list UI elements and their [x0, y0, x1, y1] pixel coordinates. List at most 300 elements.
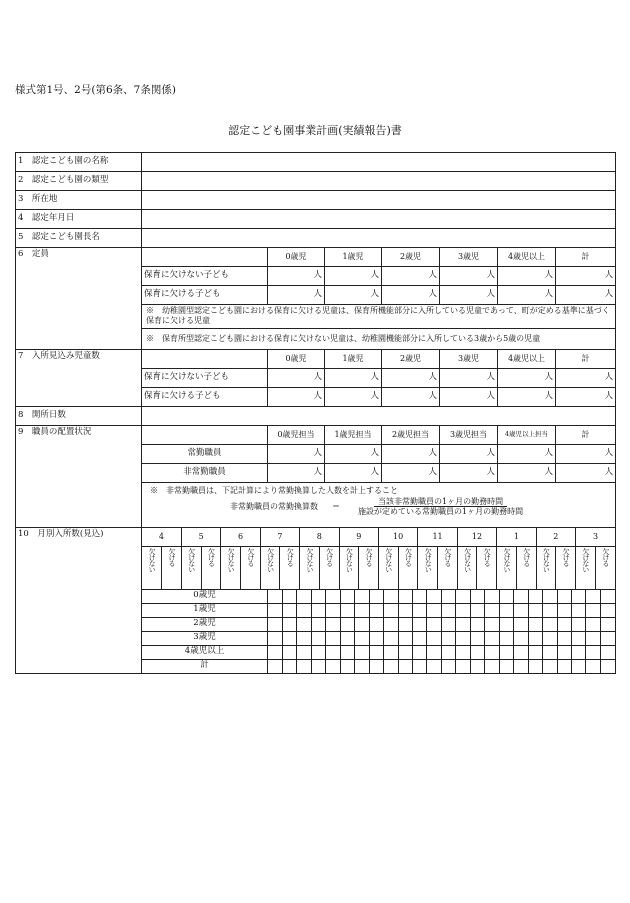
monthly-cell[interactable] [413, 632, 427, 645]
monthly-row-label: 計 [142, 659, 268, 673]
opening-days-label: 8 開所日数 [16, 406, 142, 425]
staff-cell[interactable]: 人 [440, 444, 498, 463]
monthly-grid [142, 528, 615, 589]
enrollment-cell[interactable]: 人 [382, 387, 440, 406]
monthly-cell[interactable] [340, 632, 354, 645]
monthly-cell[interactable] [384, 632, 398, 645]
address-field[interactable] [142, 191, 616, 210]
monthly-cell[interactable] [369, 632, 383, 645]
month-sub-label: 欠けない [384, 547, 393, 572]
monthly-cell[interactable] [398, 590, 412, 603]
staff-cell[interactable]: 人 [556, 463, 616, 482]
opening-days-field[interactable] [142, 406, 616, 425]
month-header: 10 [378, 528, 417, 547]
month-header: 3 [575, 528, 615, 547]
monthly-cell[interactable] [369, 646, 383, 659]
monthly-cell[interactable] [282, 660, 296, 673]
monthly-cell[interactable] [485, 618, 499, 631]
monthly-cell[interactable] [514, 632, 528, 645]
capacity-cell[interactable]: 人 [325, 267, 382, 286]
month-header: 9 [339, 528, 378, 547]
monthly-cell[interactable] [557, 618, 571, 631]
monthly-cell[interactable] [311, 590, 325, 603]
monthly-cell[interactable] [441, 590, 455, 603]
capacity-col-3: 3歳児 [440, 248, 498, 267]
monthly-cell[interactable] [572, 660, 586, 673]
capacity-cell[interactable]: 人 [440, 267, 498, 286]
capacity-header-blank [142, 248, 268, 267]
month-sub-header [536, 546, 556, 589]
fte-formula [146, 497, 611, 516]
monthly-cell[interactable] [369, 590, 383, 603]
monthly-cell[interactable] [282, 604, 296, 617]
enrollment-cell[interactable]: 人 [268, 368, 325, 387]
director-name-label: 5 認定こども園長名 [16, 229, 142, 248]
enrollment-cell[interactable]: 人 [440, 387, 498, 406]
monthly-cell[interactable] [499, 660, 513, 673]
monthly-cell[interactable] [528, 660, 542, 673]
month-sub-header [556, 546, 576, 589]
document-title: 認定こども園事業計画(実績報告)書 [228, 124, 402, 137]
monthly-cell[interactable] [384, 646, 398, 659]
capacity-col-1: 1歳児 [325, 248, 382, 267]
monthly-cell[interactable] [369, 660, 383, 673]
monthly-cell[interactable] [427, 632, 441, 645]
monthly-cell[interactable] [499, 604, 513, 617]
monthly-cell[interactable] [268, 590, 282, 603]
capacity-cell[interactable]: 人 [440, 286, 498, 305]
month-header: 7 [260, 528, 299, 547]
enrollment-cell[interactable]: 人 [498, 368, 556, 387]
month-header: 1 [497, 528, 536, 547]
monthly-cell[interactable] [311, 660, 325, 673]
enrollment-cell[interactable]: 人 [325, 368, 382, 387]
facility-type-field[interactable] [142, 172, 616, 191]
monthly-cell[interactable] [528, 590, 542, 603]
capacity-cell[interactable]: 人 [382, 267, 440, 286]
staff-cell[interactable]: 人 [268, 463, 325, 482]
month-sub-label: 欠けない [542, 547, 551, 572]
enrollment-cell[interactable]: 人 [268, 387, 325, 406]
monthly-cell[interactable] [398, 618, 412, 631]
month-sub-header [241, 546, 261, 589]
capacity-cell[interactable]: 人 [556, 286, 616, 305]
monthly-cell[interactable] [297, 618, 311, 631]
monthly-cell[interactable] [311, 618, 325, 631]
capacity-cell[interactable]: 人 [382, 286, 440, 305]
staff-type-parttime: 非常勤職員 [142, 463, 268, 482]
monthly-cell[interactable] [427, 618, 441, 631]
monthly-cell[interactable] [514, 660, 528, 673]
monthly-cell[interactable] [557, 660, 571, 673]
staff-cell[interactable]: 人 [498, 463, 556, 482]
month-sub-header [339, 546, 359, 589]
capacity-col-total: 計 [556, 248, 616, 267]
monthly-cell[interactable] [326, 618, 340, 631]
monthly-cell[interactable] [441, 632, 455, 645]
monthly-cell[interactable] [485, 660, 499, 673]
monthly-cell[interactable] [528, 618, 542, 631]
monthly-row-cells [268, 589, 616, 603]
fte-formula-label: 非常勤職員の常勤換算数 [229, 502, 318, 512]
capacity-cell[interactable]: 人 [498, 267, 556, 286]
month-sub-row [142, 546, 615, 589]
monthly-cell[interactable] [499, 618, 513, 631]
monthly-cell[interactable] [485, 646, 499, 659]
capacity-cell[interactable]: 人 [498, 286, 556, 305]
staff-cell[interactable]: 人 [382, 444, 440, 463]
monthly-cell[interactable] [326, 590, 340, 603]
monthly-cell[interactable] [398, 646, 412, 659]
month-sub-header [457, 546, 477, 589]
monthly-cell[interactable] [499, 646, 513, 659]
monthly-cell[interactable] [326, 660, 340, 673]
monthly-cell[interactable] [586, 646, 600, 659]
month-header: 11 [418, 528, 457, 547]
form-number-label: 様式第1号、2号(第6条、7条関係) [15, 84, 176, 96]
monthly-cell[interactable] [470, 660, 484, 673]
monthly-row-cells [268, 617, 616, 631]
row-facility-type [16, 172, 616, 191]
enrollment-header-blank [142, 349, 268, 368]
month-sub-label: 欠ける [483, 547, 492, 566]
month-sub-label: 欠ける [601, 547, 610, 566]
monthly-cell[interactable] [600, 604, 615, 617]
monthly-cell[interactable] [586, 632, 600, 645]
staff-cell[interactable]: 人 [325, 463, 382, 482]
monthly-cell[interactable] [282, 590, 296, 603]
month-sub-header [359, 546, 379, 589]
monthly-cell[interactable] [297, 604, 311, 617]
monthly-cell[interactable] [413, 604, 427, 617]
capacity-cell[interactable]: 人 [268, 267, 325, 286]
month-sub-label: 欠けない [581, 547, 590, 572]
month-sub-label: 欠ける [286, 547, 295, 566]
enrollment-col-3: 3歳児 [440, 349, 498, 368]
monthly-cell[interactable] [355, 632, 369, 645]
monthly-cell[interactable] [499, 590, 513, 603]
capacity-col-2: 2歳児 [382, 248, 440, 267]
monthly-cell[interactable] [572, 632, 586, 645]
monthly-cell[interactable] [282, 618, 296, 631]
monthly-cell[interactable] [340, 646, 354, 659]
plan-form-table [15, 152, 616, 674]
monthly-row-cells [268, 603, 616, 617]
staff-note-cell [142, 482, 616, 527]
enrollment-cell[interactable]: 人 [382, 368, 440, 387]
monthly-cell[interactable] [355, 618, 369, 631]
monthly-cell[interactable] [441, 646, 455, 659]
monthly-cell[interactable] [456, 660, 470, 673]
monthly-cell[interactable] [268, 604, 282, 617]
month-sub-header [595, 546, 615, 589]
monthly-cell[interactable] [528, 646, 542, 659]
monthly-cell[interactable] [311, 632, 325, 645]
monthly-cell[interactable] [413, 618, 427, 631]
monthly-cell[interactable] [572, 604, 586, 617]
monthly-cell[interactable] [600, 618, 615, 631]
monthly-cell[interactable] [398, 604, 412, 617]
month-header: 12 [457, 528, 496, 547]
monthly-cell[interactable] [543, 646, 557, 659]
monthly-row-label: 0歳児 [142, 589, 268, 603]
monthly-cell[interactable] [398, 632, 412, 645]
enrollment-col-1: 1歳児 [325, 349, 382, 368]
monthly-cell[interactable] [340, 604, 354, 617]
monthly-cell[interactable] [470, 604, 484, 617]
monthly-cell[interactable] [514, 646, 528, 659]
monthly-cell[interactable] [268, 660, 282, 673]
capacity-cell[interactable]: 人 [325, 286, 382, 305]
enrollment-col-0: 0歳児 [268, 349, 325, 368]
month-sub-header [181, 546, 201, 589]
monthly-cell[interactable] [470, 590, 484, 603]
facility-name-field[interactable] [142, 153, 616, 172]
monthly-label: 10 月別入所数(見込) [16, 527, 142, 673]
capacity-label: 6 定員 [16, 248, 142, 350]
month-sub-label: 欠けない [463, 547, 472, 572]
fte-formula-equals: ＝ [331, 502, 340, 512]
enrollment-col-total: 計 [556, 349, 616, 368]
month-sub-header [201, 546, 221, 589]
monthly-cell[interactable] [340, 660, 354, 673]
monthly-cell[interactable] [514, 618, 528, 631]
month-sub-header [319, 546, 339, 589]
enrollment-label: 7 入所見込み児童数 [16, 349, 142, 406]
monthly-cell[interactable] [282, 646, 296, 659]
monthly-cell[interactable] [528, 632, 542, 645]
monthly-cell[interactable] [268, 632, 282, 645]
month-sub-label: 欠けない [503, 547, 511, 572]
monthly-section-row [16, 527, 616, 589]
staff-note: ※ 非常勤職員は、下記計算により常勤換算した人数を計上すること [150, 485, 398, 495]
capacity-col-4: 4歳児以上 [498, 248, 556, 267]
monthly-cell[interactable] [557, 646, 571, 659]
monthly-cell[interactable] [369, 604, 383, 617]
staff-col-3: 3歳児担当 [440, 425, 498, 444]
month-sub-header [142, 546, 162, 589]
monthly-cell[interactable] [456, 604, 470, 617]
month-sub-header [516, 546, 536, 589]
enrollment-col-2: 2歳児 [382, 349, 440, 368]
monthly-cell[interactable] [427, 646, 441, 659]
month-sub-label: 欠けない [266, 547, 275, 572]
month-sub-label: 欠ける [365, 547, 374, 566]
monthly-cell[interactable] [456, 590, 470, 603]
monthly-cell[interactable] [427, 660, 441, 673]
enrollment-header-row [16, 349, 616, 368]
monthly-grid-container [142, 527, 616, 589]
month-sub-header [497, 546, 517, 589]
staff-col-2: 2歳児担当 [382, 425, 440, 444]
monthly-cell[interactable] [413, 646, 427, 659]
month-sub-label: 欠ける [168, 547, 177, 566]
monthly-cell[interactable] [355, 646, 369, 659]
enrollment-cell[interactable]: 人 [556, 387, 616, 406]
certification-date-label: 4 認定年月日 [16, 210, 142, 229]
monthly-cell[interactable] [514, 604, 528, 617]
capacity-cell[interactable]: 人 [268, 286, 325, 305]
row-director-name [16, 229, 616, 248]
monthly-cell[interactable] [427, 604, 441, 617]
monthly-cell[interactable] [297, 646, 311, 659]
monthly-cell[interactable] [441, 618, 455, 631]
monthly-cell[interactable] [514, 590, 528, 603]
enrollment-cell[interactable]: 人 [556, 368, 616, 387]
monthly-cell[interactable] [326, 632, 340, 645]
month-sub-label: 欠けない [305, 547, 314, 572]
staff-cell[interactable]: 人 [556, 444, 616, 463]
monthly-cell[interactable] [586, 660, 600, 673]
month-sub-label: 欠けない [424, 547, 433, 572]
monthly-cell[interactable] [586, 590, 600, 603]
monthly-cell[interactable] [528, 604, 542, 617]
monthly-cell[interactable] [470, 632, 484, 645]
monthly-cell[interactable] [384, 618, 398, 631]
staff-cell[interactable]: 人 [382, 463, 440, 482]
month-sub-header [162, 546, 182, 589]
enrollment-cell[interactable]: 人 [325, 387, 382, 406]
monthly-cell[interactable] [543, 632, 557, 645]
month-sub-label: 欠けない [148, 547, 157, 572]
monthly-cell[interactable] [268, 618, 282, 631]
monthly-cell[interactable] [572, 590, 586, 603]
monthly-cell[interactable] [297, 660, 311, 673]
month-sub-header [418, 546, 438, 589]
month-sub-header [477, 546, 497, 589]
monthly-cell[interactable] [413, 660, 427, 673]
month-sub-label: 欠けない [227, 547, 236, 572]
monthly-cell[interactable] [340, 590, 354, 603]
monthly-cell[interactable] [384, 590, 398, 603]
staff-col-1: 1歳児担当 [325, 425, 382, 444]
monthly-cell[interactable] [456, 632, 470, 645]
fte-numerator: 当該非常勤職員の1ヶ月の勤務時間 [374, 497, 507, 507]
monthly-cell[interactable] [441, 604, 455, 617]
monthly-row-cells [268, 645, 616, 659]
month-sub-label: 欠ける [404, 547, 413, 566]
enrollment-type-not-lacking: 保育に欠けない子ども [142, 368, 268, 387]
monthly-cell[interactable] [543, 618, 557, 631]
director-name-field[interactable] [142, 229, 616, 248]
monthly-cell[interactable] [340, 618, 354, 631]
monthly-row-label: 2歳児 [142, 617, 268, 631]
monthly-cell[interactable] [355, 604, 369, 617]
monthly-cell[interactable] [413, 590, 427, 603]
staff-header-blank [142, 425, 268, 444]
staff-cell[interactable]: 人 [325, 444, 382, 463]
monthly-cell[interactable] [600, 660, 615, 673]
capacity-col-0: 0歳児 [268, 248, 325, 267]
monthly-cell[interactable] [485, 632, 499, 645]
month-header: 5 [181, 528, 220, 547]
month-sub-header [300, 546, 320, 589]
monthly-cell[interactable] [572, 646, 586, 659]
monthly-cell[interactable] [557, 590, 571, 603]
monthly-cell[interactable] [543, 660, 557, 673]
month-sub-label: 欠ける [207, 547, 216, 566]
capacity-note-2: ※ 保育所型認定こども園における保育に欠けない児童は、幼稚園機能部分に入所している3歳から5歳の児童 [142, 328, 616, 349]
staff-col-4: 4歳児以上担当 [498, 425, 556, 444]
monthly-cell[interactable] [586, 604, 600, 617]
fte-fraction [354, 497, 527, 516]
monthly-cell[interactable] [600, 646, 615, 659]
staff-cell[interactable]: 人 [498, 444, 556, 463]
fte-denominator: 施設が定めている常勤職員の1ヶ月の勤務時間 [357, 507, 524, 517]
monthly-cell[interactable] [456, 618, 470, 631]
monthly-cell[interactable] [456, 646, 470, 659]
monthly-cell[interactable] [398, 660, 412, 673]
staff-cell[interactable]: 人 [268, 444, 325, 463]
monthly-cell[interactable] [297, 632, 311, 645]
capacity-type-lacking: 保育に欠ける子ども [142, 286, 268, 305]
monthly-cell[interactable] [470, 618, 484, 631]
month-sub-header [398, 546, 418, 589]
month-sub-label: 欠ける [246, 547, 255, 566]
monthly-cell[interactable] [485, 590, 499, 603]
enrollment-cell[interactable]: 人 [440, 368, 498, 387]
enrollment-cell[interactable]: 人 [498, 387, 556, 406]
month-header: 2 [536, 528, 575, 547]
monthly-cell[interactable] [499, 632, 513, 645]
monthly-cell[interactable] [485, 604, 499, 617]
certification-date-field[interactable] [142, 210, 616, 229]
month-header: 8 [300, 528, 339, 547]
monthly-cell[interactable] [355, 660, 369, 673]
monthly-cell[interactable] [384, 660, 398, 673]
monthly-cell[interactable] [470, 646, 484, 659]
monthly-cell[interactable] [543, 604, 557, 617]
monthly-row-label: 1歳児 [142, 603, 268, 617]
monthly-cell[interactable] [355, 590, 369, 603]
monthly-cell[interactable] [441, 660, 455, 673]
monthly-cell[interactable] [586, 618, 600, 631]
monthly-cell[interactable] [427, 590, 441, 603]
monthly-cell[interactable] [297, 590, 311, 603]
staff-col-0: 0歳児担当 [268, 425, 325, 444]
month-header: 6 [221, 528, 260, 547]
monthly-cell[interactable] [557, 604, 571, 617]
monthly-cell[interactable] [543, 590, 557, 603]
month-sub-header [438, 546, 458, 589]
facility-name-label: 1 認定こども園の名称 [16, 153, 142, 172]
month-sub-header [221, 546, 241, 589]
staff-header-row [16, 425, 616, 444]
monthly-cell[interactable] [557, 632, 571, 645]
monthly-cell[interactable] [326, 604, 340, 617]
monthly-cell[interactable] [311, 604, 325, 617]
monthly-cell[interactable] [311, 646, 325, 659]
capacity-type-not-lacking: 保育に欠けない子ども [142, 267, 268, 286]
month-sub-header [378, 546, 398, 589]
monthly-cell[interactable] [369, 618, 383, 631]
monthly-cell[interactable] [384, 604, 398, 617]
monthly-cell[interactable] [600, 590, 615, 603]
monthly-cell[interactable] [600, 632, 615, 645]
staff-label: 9 職員の配置状況 [16, 425, 142, 527]
monthly-cell[interactable] [282, 632, 296, 645]
monthly-cell[interactable] [572, 618, 586, 631]
capacity-cell[interactable]: 人 [556, 267, 616, 286]
monthly-row-label: 3歳児 [142, 631, 268, 645]
month-sub-header [575, 546, 595, 589]
row-address [16, 191, 616, 210]
capacity-note-1: ※ 幼稚園型認定こども園における保育に欠ける児童は、保育所機能部分に入所している児童であって、町が定める基準に基づく保育に欠ける児童 [142, 305, 616, 329]
monthly-cell[interactable] [268, 646, 282, 659]
staff-cell[interactable]: 人 [440, 463, 498, 482]
monthly-cell[interactable] [326, 646, 340, 659]
month-sub-header [260, 546, 280, 589]
